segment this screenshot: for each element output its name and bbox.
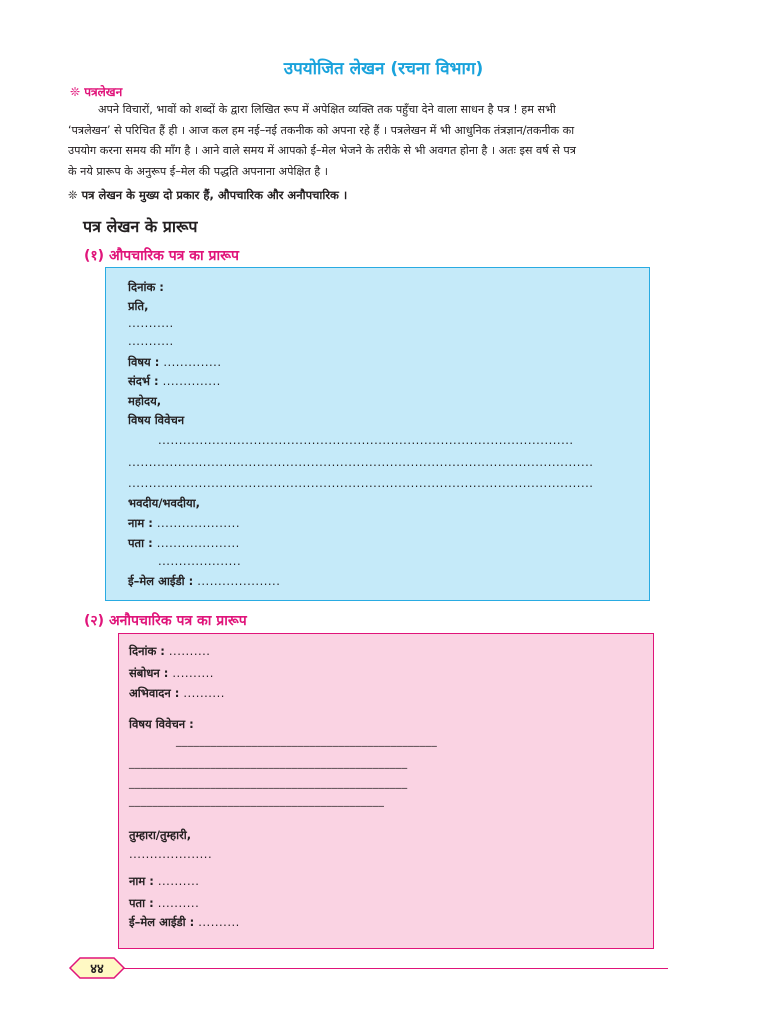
formal-name — [128, 516, 240, 531]
informal-address-dots: .......... — [157, 896, 200, 910]
informal-body-line: _____________________________________________ — [176, 734, 437, 747]
formal-address-label: पता : — [128, 536, 153, 550]
formal-email-label: ई–मेल आईडी : — [128, 574, 194, 588]
informal-body-line: ________________________________________________ — [129, 776, 408, 789]
page-number-badge — [68, 957, 126, 979]
informal-heading: (२) अनौपचारिक पत्र का प्रारूप — [84, 613, 247, 629]
informal-body-label: विषय विवेचन : — [129, 717, 194, 731]
formal-body-line: .................................................................................................... — [158, 433, 574, 447]
formal-body-line: ................................................................................................................ — [128, 455, 594, 469]
informal-name-dots: .......... — [157, 874, 200, 888]
informal-address-to-dots: .......... — [172, 666, 214, 680]
formal-reference-label: संदर्भ : — [128, 374, 159, 388]
informal-greeting-label: अभिवादन : — [129, 686, 180, 700]
formal-body-label: विषय विवेचन — [128, 413, 185, 427]
informal-date — [129, 644, 210, 659]
informal-closing-dots: .................... — [129, 847, 213, 861]
informal-address-label: पता : — [129, 896, 154, 910]
informal-address — [129, 896, 199, 911]
intro-paragraph — [68, 100, 686, 182]
formal-reference-dots: .............. — [162, 374, 221, 388]
informal-email-label: ई–मेल आईडी : — [129, 915, 195, 929]
formal-name-dots: .................... — [156, 516, 240, 530]
formal-heading: (१) औपचारिक पत्र का प्रारूप — [84, 248, 239, 264]
formal-body-line: ................................................................................................................ — [128, 476, 594, 490]
intro-heading: ❊ पत्रलेखन — [70, 85, 123, 99]
intro-line: के नये प्रारूप के अनुरूप ई–मेल की पद्धति अपनाना अपेक्षित है । — [68, 164, 329, 178]
section-title: पत्र लेखन के प्रारूप — [83, 217, 198, 236]
formal-email-dots: .................... — [197, 574, 281, 588]
intro-line: अपने विचारों, भावों को शब्दों के द्वारा लिखित रूप में अपेक्षित व्यक्ति तक पहुँचा देने वाला साधन है पत्र ! हम सभी — [98, 103, 556, 116]
formal-address-dots: .................... — [156, 536, 240, 550]
informal-address-to-label: संबोधन : — [129, 666, 169, 680]
formal-date: दिनांक : — [128, 280, 164, 294]
informal-date-dots: .......... — [168, 644, 211, 658]
formal-reference — [128, 374, 221, 389]
formal-address — [128, 536, 240, 551]
informal-email-dots: .......... — [198, 915, 240, 929]
informal-greeting — [129, 686, 225, 701]
formal-subject — [128, 355, 222, 370]
informal-greeting-dots: .......... — [183, 686, 225, 700]
informal-email — [129, 915, 240, 930]
informal-closing: तुम्हारा/तुम्हारी, — [129, 828, 192, 842]
informal-name — [129, 874, 199, 889]
formal-name-label: नाम : — [128, 516, 153, 530]
informal-name-label: नाम : — [129, 874, 154, 888]
intro-line: उपयोग करना समय की माँग है । आने वाले समय में आपको ई–मेल भेजने के तरीके से भी अवगत होना है । अतः इस वर्ष से पत्र — [68, 144, 576, 157]
informal-letter-box — [118, 633, 654, 949]
informal-address-to — [129, 666, 214, 681]
formal-to: प्रति, — [128, 299, 149, 313]
informal-date-label: दिनांक : — [129, 644, 165, 658]
formal-letter-box — [105, 267, 650, 601]
formal-address-dots: .................... — [158, 554, 242, 568]
footer-rule — [118, 968, 668, 969]
formal-blank: ........... — [128, 316, 174, 330]
page-title: उपयोजित लेखन (रचना विभाग) — [283, 59, 484, 79]
formal-subject-label: विषय : — [128, 355, 160, 369]
formal-blank: ........... — [128, 334, 174, 348]
formal-salutation: महोदय, — [128, 394, 162, 408]
informal-body-line: ________________________________________________ — [129, 756, 408, 769]
formal-closing: भवदीय/भवदीया, — [128, 496, 201, 510]
formal-subject-dots: .............. — [163, 355, 222, 369]
informal-body-line: ____________________________________________ — [129, 794, 385, 807]
intro-line: ‘पत्रलेखन’ से परिचित हैं ही । आज कल हम नई–नई तकनीक को अपना रहे हैं । पत्रलेखन में भी आधुनिक तंत्रज्ञान/तकनीक का — [68, 123, 575, 137]
page-number: ४४ — [90, 962, 104, 977]
types-note: ❊ पत्र लेखन के मुख्य दो प्रकार हैं, औपचारिक और अनौपचारिक । — [68, 188, 348, 202]
formal-email — [128, 574, 280, 589]
